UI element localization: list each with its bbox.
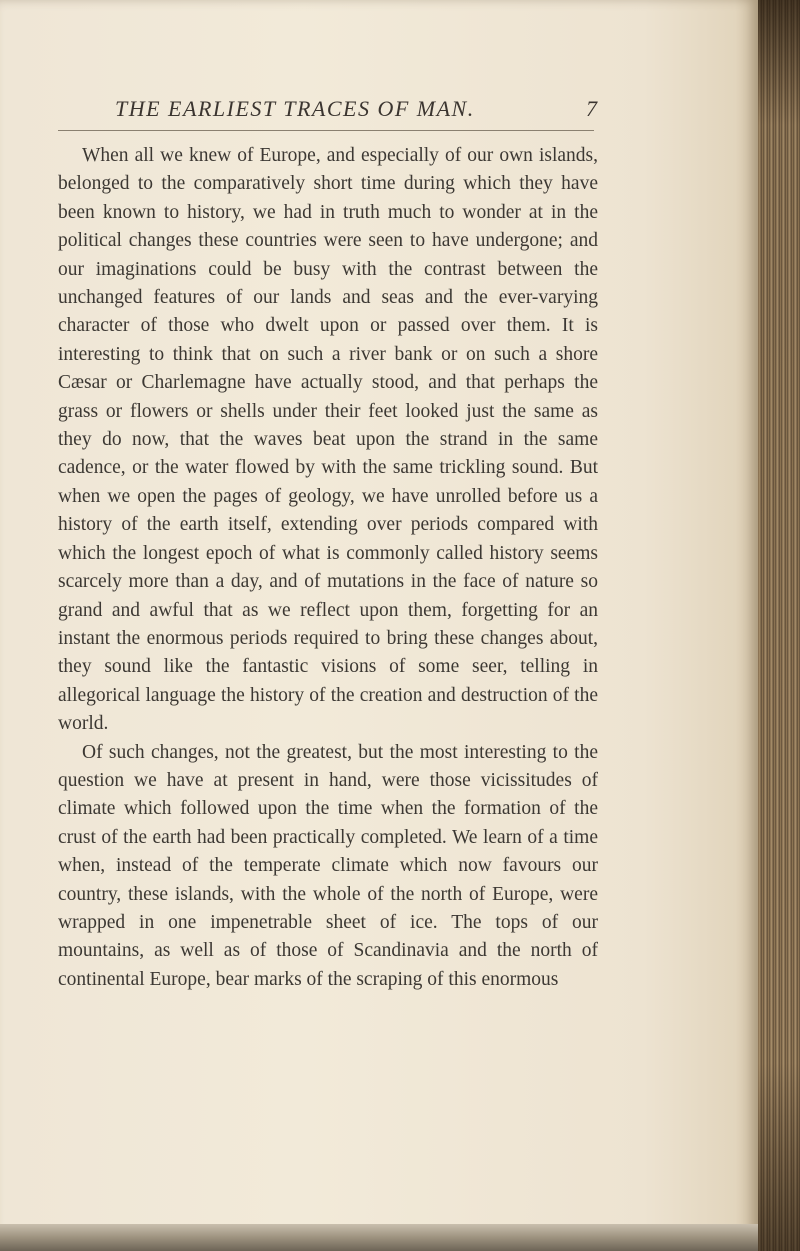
body-text	[58, 142, 598, 994]
header-rule	[58, 130, 594, 131]
book-edge-shadow	[758, 0, 800, 1251]
page-number: 7	[586, 96, 599, 121]
paragraph-2: Of such changes, not the greatest, but the most interesting to the question we have at present in hand, were those vicissitudes of climate which followed upon the time when the formation of the crust of the earth had been practically completed. We learn of a time when, instead of the temperate climate which now favours our country, these islands, with the whole of the north of Europe, were wrapped in one impenetrable sheet of ice. The tops of our mountains, as well as of those of Scandinavia and the north of continental Europe, bear marks of the scraping of this enormous	[58, 741, 598, 990]
paragraph-1: When all we knew of Europe, and especially of our own islands, belonged to the comparatively short time during which they have been known to history, we had in truth much to wonder at in the political changes these countries were seen to have undergone; and our imaginations could be busy with the contrast between the unchanged features of our lands and seas and the ever-varying character of those who dwelt upon or passed over them. It is interesting to think that on such a river bank or on such a shore Cæsar or Charlemagne have actually stood, and that perhaps the grass or flowers or shells under their feet looked just the same as they do now, that the waves beat upon the strand in the same cadence, or the water flowed by with the same trickling sound. But when we open the pages of geology, we have unrolled before us a history of the earth itself, extending over periods compared with which the longest epoch of what is commonly called history seems scarcely more than a day, and of mutations in the face of nature so grand and awful that as we reflect upon them, forgetting for an instant the enormous periods required to bring these changes about, they sound like the fantastic visions of some seer, telling in allegorical language the history of the creation and destruction of the world.	[58, 145, 598, 735]
next-page-strip	[0, 1224, 758, 1251]
running-head	[40, 96, 600, 126]
running-head-title: THE EARLIEST TRACES OF MAN.	[115, 96, 475, 121]
